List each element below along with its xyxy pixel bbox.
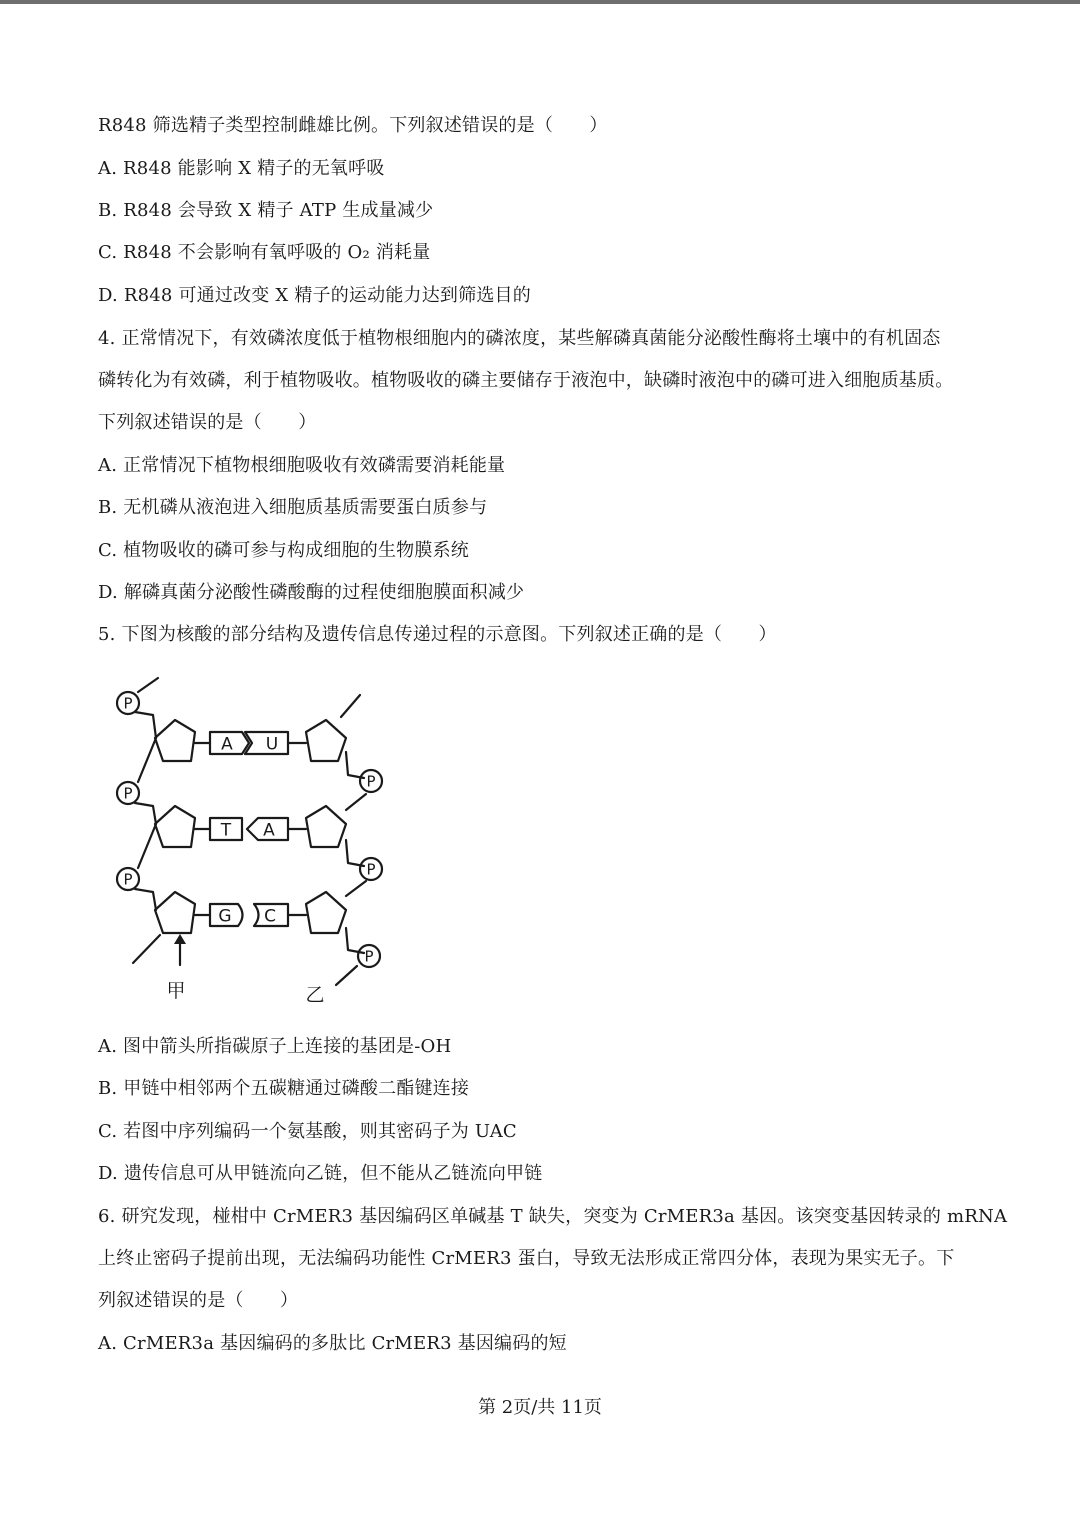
phosphate-label: P <box>123 784 133 803</box>
q3-option-b: B. R848 会导致 X 精子 ATP 生成量减少 <box>98 200 434 221</box>
phosphate-label: P <box>123 694 133 713</box>
question-6-stem-line2: 上终止密码子提前出现，无法编码功能性 CrMER3 蛋白，导致无法形成正常四分体，表现为果实无子。下 <box>98 1248 955 1269</box>
base-G-left: G <box>218 906 232 927</box>
question-3-stem-tail: R848 筛选精子类型控制雌雄比例。下列叙述错误的是（ ） <box>98 115 608 136</box>
page-footer: 第 2页/共 11页 <box>478 1397 602 1418</box>
q4-option-b: B. 无机磷从液泡进入细胞质基质需要蛋白质参与 <box>98 497 488 518</box>
q3-option-d: D. R848 可通过改变 X 精子的运动能力达到筛选目的 <box>98 285 531 306</box>
q4-option-c: C. 植物吸收的磷可参与构成细胞的生物膜系统 <box>98 540 469 561</box>
base-U-right: U <box>265 734 279 755</box>
q5-option-c: C. 若图中序列编码一个氨基酸，则其密码子为 UAC <box>98 1121 517 1142</box>
base-A-left: A <box>221 734 233 755</box>
base-T-left: T <box>220 820 232 841</box>
question-6-stem-line3: 列叙述错误的是（ ） <box>98 1290 299 1311</box>
nucleic-acid-diagram <box>108 660 408 1005</box>
q4-option-a: A. 正常情况下植物根细胞吸收有效磷需要消耗能量 <box>98 455 506 476</box>
question-5-stem: 5. 下图为核酸的部分结构及遗传信息传递过程的示意图。下列叙述正确的是（ ） <box>98 624 777 645</box>
phosphate-label: P <box>366 772 376 791</box>
top-border <box>0 0 1080 4</box>
q3-option-c: C. R848 不会影响有氧呼吸的 O₂ 消耗量 <box>98 242 431 263</box>
question-4-stem-line1: 4. 正常情况下，有效磷浓度低于植物根细胞内的磷浓度，某些解磷真菌能分泌酸性酶将土壤中的有机固态 <box>98 328 941 349</box>
phosphate-label: P <box>123 870 133 889</box>
strand-yi-label: 乙 <box>305 984 325 1005</box>
base-A-right: A <box>263 820 275 841</box>
strand-jia-label: 甲 <box>166 980 186 1002</box>
phosphate-label: P <box>366 860 376 879</box>
q6-option-a: A. CrMER3a 基因编码的多肽比 CrMER3 基因编码的短 <box>98 1333 567 1354</box>
phosphate-label: P <box>364 947 374 966</box>
question-4-stem-line2: 磷转化为有效磷，利于植物吸收。植物吸收的磷主要储存于液泡中，缺磷时液泡中的磷可进入细胞质基质。 <box>98 370 954 391</box>
q4-option-d: D. 解磷真菌分泌酸性磷酸酶的过程使细胞膜面积减少 <box>98 582 525 603</box>
q5-option-a: A. 图中箭头所指碳原子上连接的基团是-OH <box>98 1036 452 1057</box>
base-C-right: C <box>264 906 276 927</box>
arrow-head-icon <box>174 934 186 944</box>
q5-option-d: D. 遗传信息可从甲链流向乙链，但不能从乙链流向甲链 <box>98 1163 543 1184</box>
q3-option-a: A. R848 能影响 X 精子的无氧呼吸 <box>98 158 385 179</box>
q5-option-b: B. 甲链中相邻两个五碳糖通过磷酸二酯键连接 <box>98 1078 470 1099</box>
question-4-stem-line3: 下列叙述错误的是（ ） <box>98 412 317 433</box>
question-6-stem-line1: 6. 研究发现，椪柑中 CrMER3 基因编码区单碱基 T 缺失，突变为 CrMER3a 基因。该突变基因转录的 mRNA <box>98 1206 1008 1227</box>
